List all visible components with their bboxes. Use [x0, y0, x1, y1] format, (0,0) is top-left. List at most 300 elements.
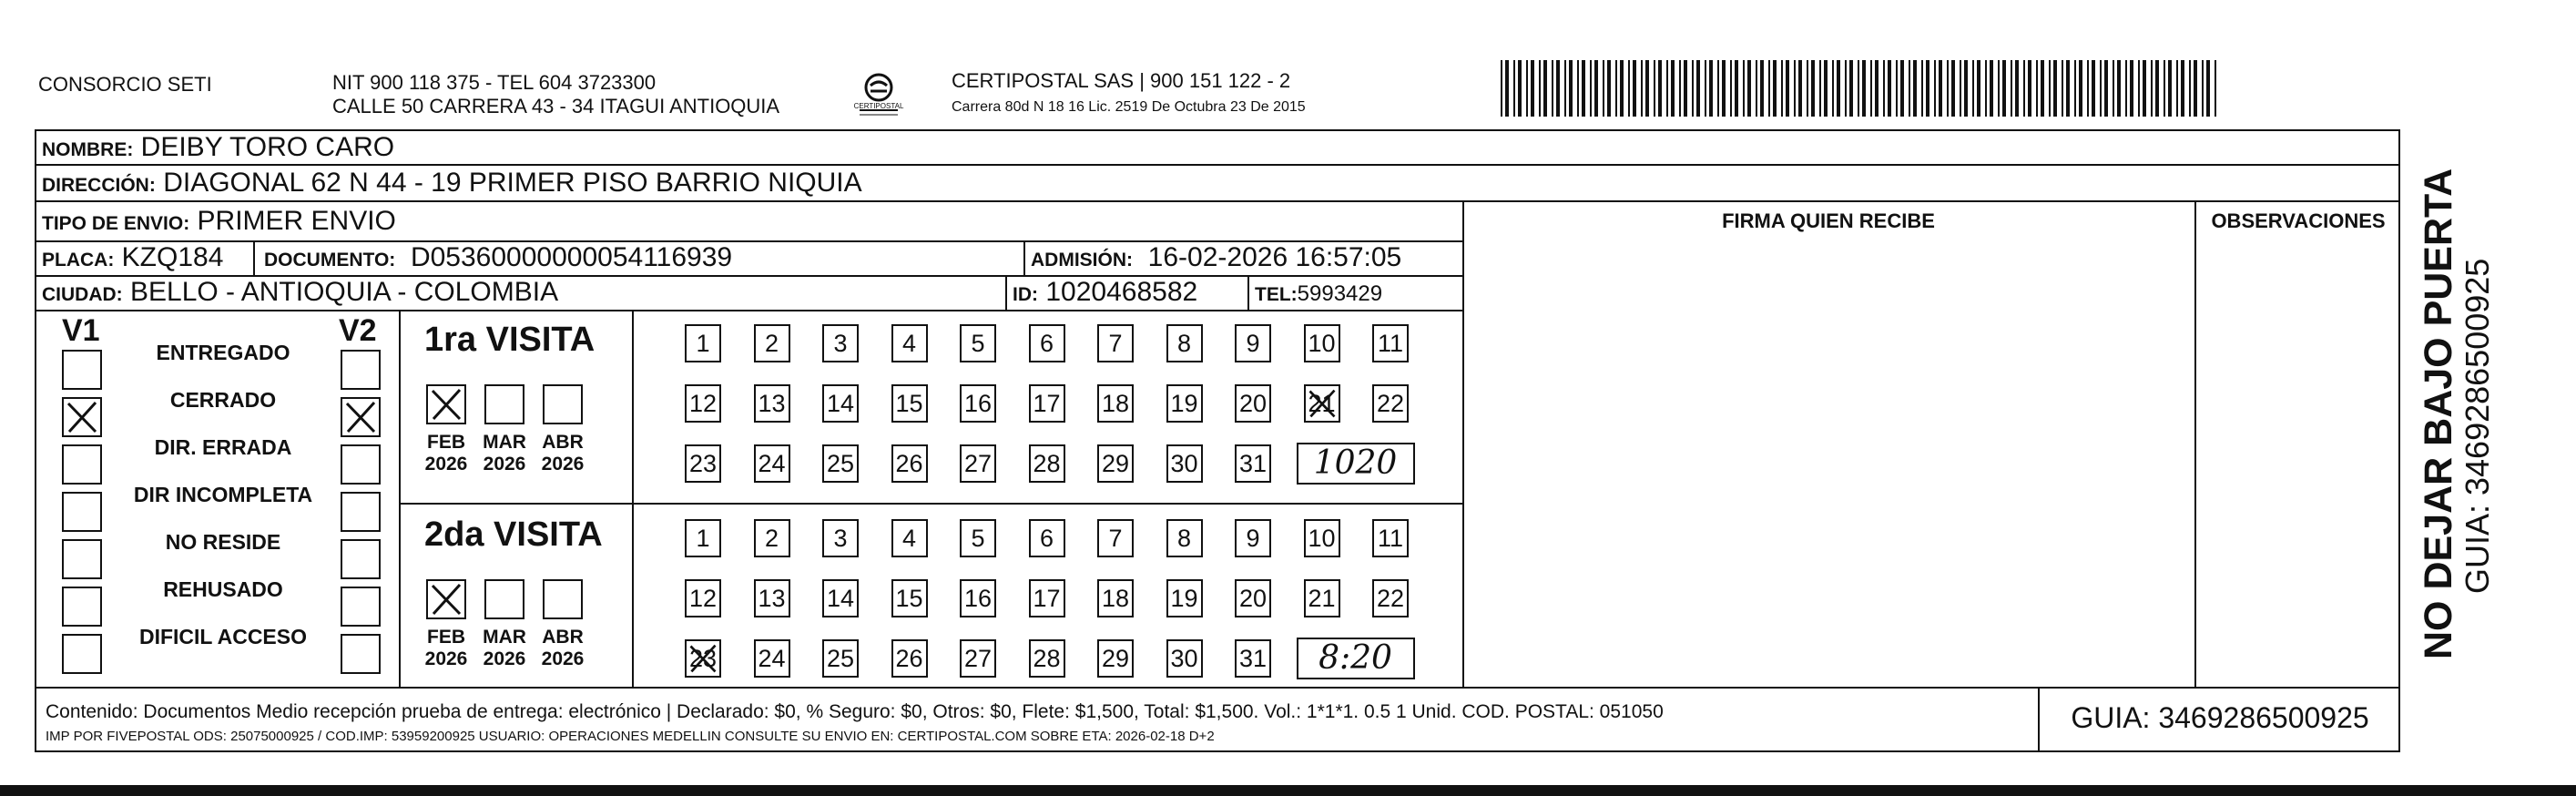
barcode-bar: [1543, 60, 1547, 117]
month-year: 2026: [424, 454, 468, 475]
tipo-row: [42, 206, 396, 240]
day-number: 7: [1108, 330, 1123, 357]
barcode-bar: [1620, 60, 1624, 117]
barcode-bar: [1552, 60, 1553, 117]
logo-caption: CERTIPOSTAL: [853, 102, 904, 110]
tipo-value: PRIMER ENVIO: [197, 206, 396, 236]
side-guia-text: GUIA: 3469286500925: [2459, 258, 2496, 594]
day-number: 17: [1033, 390, 1061, 417]
barcode-bar: [1888, 60, 1891, 117]
day-number: 9: [1246, 525, 1260, 552]
visit-time[interactable]: 8:20: [1297, 638, 1415, 679]
day-box[interactable]: [754, 579, 790, 617]
barcode-bar: [1607, 60, 1611, 117]
day-box[interactable]: [1029, 444, 1065, 483]
nombre-value: DEIBY TORO CARO: [140, 132, 395, 162]
v2-checkbox[interactable]: [341, 444, 381, 485]
barcode-bar: [1582, 60, 1585, 117]
day-box[interactable]: [685, 444, 721, 483]
day-number: 14: [826, 390, 855, 417]
month-year: 2026: [483, 648, 526, 669]
nombre-row: [42, 132, 394, 166]
barcode-bar: [1633, 60, 1636, 117]
day-box[interactable]: [1166, 444, 1203, 483]
month-checkbox[interactable]: [543, 579, 583, 619]
v1-checkbox[interactable]: [62, 492, 102, 532]
month-label: [414, 432, 478, 475]
month-label: [414, 627, 478, 670]
day-number: 24: [758, 450, 786, 477]
month-checkbox[interactable]: [543, 384, 583, 424]
day-number: 19: [1170, 585, 1198, 612]
status-option-label: NO RESIDE: [165, 530, 281, 554]
day-number: 10: [1308, 330, 1336, 357]
day-number: 9: [1246, 330, 1260, 357]
day-number: 27: [963, 450, 993, 477]
day-box[interactable]: [891, 639, 928, 678]
month-name: ABR: [542, 627, 584, 648]
day-number: 3: [833, 330, 848, 357]
barcode-bar: [1505, 60, 1509, 117]
barcode-bar: [2194, 60, 2197, 117]
barcode-bar: [1501, 60, 1502, 117]
barcode-bar: [1735, 60, 1738, 117]
barcode-bar: [1671, 60, 1675, 117]
barcode-bar: [1921, 60, 1923, 117]
day-number: 22: [1376, 390, 1405, 417]
barcode-bar: [1798, 60, 1802, 117]
day-number: 12: [688, 390, 718, 417]
v2-checkbox[interactable]: [341, 350, 381, 390]
day-box[interactable]: [1029, 579, 1065, 617]
day-box[interactable]: [1166, 384, 1203, 423]
day-box[interactable]: [754, 324, 790, 362]
day-number: 3: [833, 525, 848, 552]
barcode-bar: [1832, 60, 1834, 117]
barcode-bar: [2189, 60, 2191, 117]
day-box[interactable]: [822, 579, 859, 617]
day-box[interactable]: [960, 444, 996, 483]
barcode-bar: [2168, 60, 2172, 117]
day-box[interactable]: [1304, 384, 1340, 423]
v1-checkbox[interactable]: [62, 444, 102, 485]
barcode-bar: [1679, 60, 1681, 117]
documento-label: DOCUMENTO:: [264, 250, 396, 270]
barcode-bar: [2011, 60, 2012, 117]
day-number: 4: [901, 525, 917, 552]
day-box[interactable]: [1235, 519, 1271, 557]
month-year: 2026: [541, 648, 585, 669]
day-box[interactable]: [1235, 639, 1271, 678]
day-box[interactable]: [960, 324, 996, 362]
day-number: 18: [1101, 390, 1130, 417]
day-box[interactable]: [891, 324, 928, 362]
observaciones-header: OBSERVACIONES: [2211, 209, 2386, 232]
month-name: FEB: [427, 627, 465, 648]
month-label: [531, 432, 595, 475]
month-year: 2026: [483, 454, 526, 475]
day-box[interactable]: [1097, 579, 1134, 617]
day-number: 20: [1238, 390, 1268, 417]
barcode-bar: [2130, 60, 2133, 117]
day-number: 25: [826, 450, 855, 477]
day-box[interactable]: [1372, 384, 1409, 423]
day-box[interactable]: [1372, 579, 1409, 617]
month-name: MAR: [483, 432, 526, 453]
day-number: 21: [1308, 390, 1336, 417]
barcode-bar: [1990, 60, 1993, 117]
x-check-mark: [428, 581, 464, 617]
barcode-bar: [2053, 60, 2057, 117]
v1-checkbox[interactable]: [62, 350, 102, 390]
month-label: [473, 627, 536, 670]
barcode-bar: [1594, 60, 1598, 117]
placa-cell: [42, 242, 223, 276]
barcode-bar: [2202, 60, 2204, 117]
barcode-bar: [2041, 60, 2044, 117]
v1-checkbox[interactable]: [62, 587, 102, 627]
tipo-label: TIPO DE ENVIO:: [42, 213, 190, 234]
visit-title: 2da VISITA: [424, 515, 603, 554]
barcode-bar: [2125, 60, 2127, 117]
barcode-bar: [2036, 60, 2038, 117]
day-number: 26: [895, 450, 923, 477]
day-box[interactable]: [891, 384, 928, 423]
day-number: 29: [1101, 645, 1130, 672]
day-box[interactable]: [1166, 639, 1203, 678]
day-box[interactable]: [1304, 579, 1340, 617]
day-box[interactable]: [754, 519, 790, 557]
day-number: 16: [963, 390, 993, 417]
day-box[interactable]: [1166, 519, 1203, 557]
day-box[interactable]: [685, 519, 721, 557]
barcode-bar: [1934, 60, 1936, 117]
day-number: 1: [696, 330, 710, 357]
day-box[interactable]: [754, 444, 790, 483]
certipostal-logo: [854, 69, 903, 118]
day-number: 6: [1039, 525, 1054, 552]
day-number: 23: [688, 450, 718, 477]
v2-checkbox[interactable]: [341, 397, 381, 437]
barcode-bar: [1926, 60, 1929, 117]
barcode-bar: [1786, 60, 1789, 117]
status-option-label: DIR. ERRADA: [154, 435, 292, 459]
day-box[interactable]: [685, 639, 721, 678]
month-label: [531, 627, 595, 670]
barcode-bar: [2002, 60, 2006, 117]
day-box[interactable]: [1029, 639, 1065, 678]
day-number: 27: [963, 645, 993, 672]
barcode-bar: [2206, 60, 2210, 117]
month-name: MAR: [483, 627, 526, 648]
day-number: 26: [895, 645, 923, 672]
id-value: 1020468582: [1045, 277, 1198, 307]
day-number: 23: [688, 645, 718, 672]
day-box[interactable]: [822, 384, 859, 423]
v1-checkbox[interactable]: [62, 539, 102, 579]
day-number: 13: [758, 585, 786, 612]
day-number: 30: [1170, 450, 1198, 477]
section-divider: [632, 310, 634, 687]
day-box[interactable]: [1097, 324, 1134, 362]
barcode-bar: [1615, 60, 1617, 117]
v2-header: V2: [339, 313, 377, 348]
barcode-bar: [1849, 60, 1853, 117]
barcode-bar: [1564, 60, 1566, 117]
barcode-bar: [1781, 60, 1783, 117]
barcode-bar: [1709, 60, 1713, 117]
barcode-bar: [1870, 60, 1872, 117]
day-box[interactable]: [822, 639, 859, 678]
month-year: 2026: [424, 648, 468, 669]
day-box[interactable]: [891, 579, 928, 617]
status-option-label: ENTREGADO: [156, 341, 290, 364]
day-number: 31: [1238, 450, 1268, 477]
barcode-bar: [1603, 60, 1604, 117]
documento-cell: [264, 242, 732, 276]
day-number: 14: [826, 585, 855, 612]
v1-checkbox[interactable]: [62, 397, 102, 437]
day-box[interactable]: [1235, 444, 1271, 483]
cell-divider: [253, 240, 255, 275]
day-box[interactable]: [1166, 579, 1203, 617]
v1-checkbox[interactable]: [62, 634, 102, 674]
barcode-bar: [1972, 60, 1974, 117]
day-box[interactable]: [1166, 324, 1203, 362]
day-box[interactable]: [822, 519, 859, 557]
col-divider: [2194, 200, 2196, 687]
company-name: CONSORCIO SETI: [38, 73, 212, 96]
month-label: [473, 432, 536, 475]
day-number: 28: [1033, 450, 1061, 477]
day-box[interactable]: [960, 384, 996, 423]
status-option-label: DIR INCOMPLETA: [133, 483, 313, 506]
day-number: 4: [901, 330, 917, 357]
day-number: 24: [758, 645, 786, 672]
month-checkbox[interactable]: [484, 579, 524, 619]
barcode-bar: [1960, 60, 1961, 117]
license-line: Carrera 80d N 18 16 Lic. 2519 De Octubra 23 De 2015: [952, 99, 1306, 115]
day-number: 25: [826, 645, 855, 672]
barcode-bar: [1998, 60, 2000, 117]
day-box[interactable]: [685, 324, 721, 362]
day-box[interactable]: [1235, 579, 1271, 617]
barcode-bar: [1875, 60, 1879, 117]
status-option-label: REHUSADO: [163, 577, 283, 601]
barcode-bar: [2028, 60, 2031, 117]
barcode-bar: [1590, 60, 1592, 117]
day-box[interactable]: [1097, 444, 1134, 483]
x-check-mark: [428, 386, 464, 423]
day-box[interactable]: [754, 384, 790, 423]
nombre-label: NOMBRE:: [42, 139, 134, 160]
barcode-bar: [2164, 60, 2165, 117]
day-box[interactable]: [891, 519, 928, 557]
no-dejar-text: NO DEJAR BAJO PUERTA: [2417, 168, 2460, 659]
day-box[interactable]: [1029, 519, 1065, 557]
visit-time[interactable]: 1020: [1297, 443, 1415, 485]
day-number: 8: [1176, 525, 1192, 552]
direccion-value: DIAGONAL 62 N 44 - 19 PRIMER PISO BARRIO NIQUIA: [163, 168, 862, 198]
barcode-bar: [1628, 60, 1630, 117]
barcode-bar: [1743, 60, 1745, 117]
day-box[interactable]: [960, 579, 996, 617]
month-checkbox[interactable]: [426, 579, 466, 619]
day-box[interactable]: [1304, 519, 1340, 557]
day-number: 7: [1108, 525, 1123, 552]
barcode-bar: [1951, 60, 1955, 117]
day-number: 6: [1039, 330, 1054, 357]
day-box[interactable]: [822, 324, 859, 362]
day-box[interactable]: [960, 639, 996, 678]
day-number: 17: [1033, 585, 1061, 612]
status-option-label: CERRADO: [169, 388, 277, 412]
barcode-bar: [1794, 60, 1796, 117]
ciudad-value: BELLO - ANTIOQUIA - COLOMBIA: [130, 277, 559, 307]
day-box[interactable]: [1097, 639, 1134, 678]
day-number: 10: [1308, 525, 1336, 552]
day-number: 11: [1377, 330, 1404, 357]
section-divider: [399, 503, 1462, 505]
barcode-bar: [1939, 60, 1942, 117]
barcode-bar: [2138, 60, 2140, 117]
certipostal-line: CERTIPOSTAL SAS | 900 151 122 - 2: [952, 69, 1291, 92]
day-box[interactable]: [1235, 384, 1271, 423]
tel-cell: [1255, 279, 1382, 311]
day-box[interactable]: [685, 384, 721, 423]
barcode-bar: [2117, 60, 2121, 117]
barcode-bar: [2066, 60, 2070, 117]
barcode-bar: [2155, 60, 2159, 117]
day-number: 31: [1238, 645, 1268, 672]
x-check-mark: [342, 399, 379, 435]
barcode-bar: [1569, 60, 1573, 117]
barcode-bar: [2113, 60, 2114, 117]
day-number: 16: [963, 585, 993, 612]
day-number: 13: [758, 390, 786, 417]
barcode-bar: [2062, 60, 2063, 117]
barcode-bar: [1845, 60, 1847, 117]
barcode-bar: [1730, 60, 1732, 117]
placa-value: KZQ184: [121, 242, 224, 272]
direccion-label: DIRECCIÓN:: [42, 175, 156, 196]
day-box[interactable]: [1029, 384, 1065, 423]
day-box[interactable]: [1235, 324, 1271, 362]
barcode-bar: [1858, 60, 1859, 117]
x-check-mark: [64, 399, 100, 435]
section-divider: [399, 310, 401, 687]
day-box[interactable]: [685, 579, 721, 617]
v2-checkbox[interactable]: [341, 539, 381, 579]
barcode-bar: [2181, 60, 2184, 117]
barcode-bar: [2176, 60, 2178, 117]
day-number: 8: [1176, 330, 1192, 357]
address-line: CALLE 50 CARRERA 43 - 34 ITAGUI ANTIOQUIA: [332, 95, 780, 117]
id-cell: [1013, 277, 1197, 311]
direccion-row: [42, 168, 862, 201]
day-box[interactable]: [754, 639, 790, 678]
day-number: 11: [1377, 525, 1404, 552]
barcode-bar: [2151, 60, 2153, 117]
barcode-bar: [1539, 60, 1541, 117]
day-box[interactable]: [1097, 384, 1134, 423]
barcode-bar: [1900, 60, 1904, 117]
cell-divider: [1247, 275, 1249, 310]
day-box[interactable]: [1372, 324, 1409, 362]
barcode-bar: [1577, 60, 1579, 117]
barcode-bar: [1556, 60, 1560, 117]
barcode-bar: [1526, 60, 1528, 117]
day-number: 18: [1101, 585, 1130, 612]
barcode-bar: [1947, 60, 1949, 117]
barcode: [1501, 60, 2220, 117]
barcode-bar: [1696, 60, 1700, 117]
day-box[interactable]: [822, 444, 859, 483]
day-box[interactable]: [1097, 519, 1134, 557]
v2-checkbox[interactable]: [341, 587, 381, 627]
barcode-bar: [1773, 60, 1777, 117]
barcode-bar: [1645, 60, 1649, 117]
barcode-bar: [1705, 60, 1706, 117]
month-checkbox[interactable]: [426, 384, 466, 424]
day-number: 29: [1101, 450, 1130, 477]
barcode-bar: [2100, 60, 2102, 117]
v2-checkbox[interactable]: [341, 492, 381, 532]
barcode-bar: [1964, 60, 1968, 117]
v1-header: V1: [62, 313, 100, 348]
status-option-label: DIFICIL ACCESO: [138, 625, 307, 648]
day-number: 12: [688, 585, 718, 612]
admision-value: 16-02-2026 16:57:05: [1147, 242, 1402, 272]
cell-divider: [1023, 240, 1025, 275]
day-number: 2: [764, 330, 779, 357]
barcode-bar: [1862, 60, 1866, 117]
bottom-edge: [0, 785, 2576, 796]
barcode-bar: [1717, 60, 1719, 117]
barcode-bar: [1913, 60, 1917, 117]
footer-imp: IMP POR FIVEPOSTAL ODS: 25075000925 / COD.IMP: 53959200925 USUARIO: OPERACIONES MEDELLIN CONSULTE SU ENVIO EN: CERTIPOSTAL.COM SOBRE ETA: 2026-02-18 D+2: [46, 729, 1215, 744]
cell-divider: [1005, 275, 1007, 310]
admision-cell: [1031, 242, 1401, 276]
barcode-bar: [1722, 60, 1726, 117]
barcode-bar: [1837, 60, 1840, 117]
barcode-bar: [2087, 60, 2089, 117]
day-box[interactable]: [960, 519, 996, 557]
day-box[interactable]: [1029, 324, 1065, 362]
barcode-bar: [1819, 60, 1821, 117]
barcode-bar: [1811, 60, 1815, 117]
day-box[interactable]: [1304, 324, 1340, 362]
day-box[interactable]: [891, 444, 928, 483]
barcode-bar: [1531, 60, 1534, 117]
day-number: 28: [1033, 645, 1061, 672]
barcode-bar: [1977, 60, 1980, 117]
col-divider: [1462, 200, 1464, 687]
footer-contenido: Contenido: Documentos Medio recepción prueba de entrega: electrónico | Declarado: $0, % Seguro: $0, Otros: $0, Flete: $1,500, Total: $1,500. Vol.: 1*1*1. 0.5 1 Unid. COD. POSTAL: 051050: [46, 701, 1664, 722]
barcode-bar: [1513, 60, 1515, 117]
ciudad-cell: [42, 277, 558, 311]
day-box[interactable]: [1372, 519, 1409, 557]
month-name: ABR: [542, 432, 584, 453]
v2-checkbox[interactable]: [341, 634, 381, 674]
barcode-bar: [1896, 60, 1898, 117]
tel-label: TEL:: [1255, 284, 1298, 305]
barcode-bar: [1658, 60, 1662, 117]
month-checkbox[interactable]: [484, 384, 524, 424]
barcode-bar: [2143, 60, 2146, 117]
barcode-bar: [2092, 60, 2095, 117]
barcode-bar: [2023, 60, 2025, 117]
